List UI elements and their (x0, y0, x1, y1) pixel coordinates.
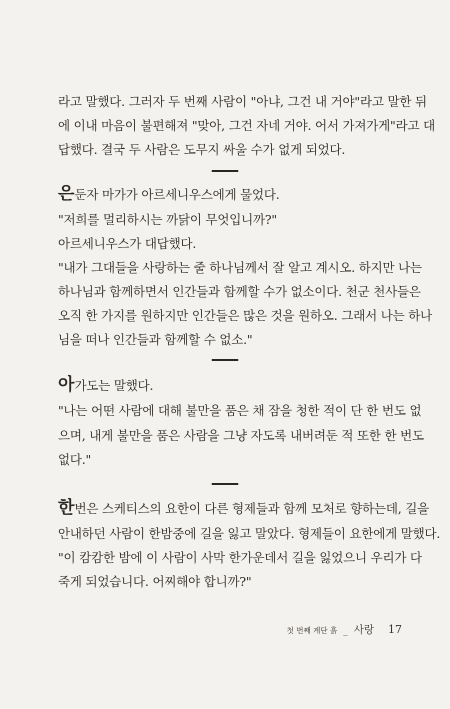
text-line: 답했다. 결국 두 사람은 도무지 싸울 수가 없게 되었다. (58, 142, 346, 157)
text-line: 죽게 되었습니다. 어찌해야 합니까?" (58, 574, 252, 589)
section-divider (208, 170, 242, 172)
footer-separator: _ (343, 626, 348, 636)
text-line: "이 캄캄한 밤에 이 사람이 사막 한가운데서 길을 잃었으니 우리가 다 (58, 550, 422, 565)
section-divider (208, 483, 242, 485)
text-line-rest: 번은 스케티스의 요한이 다른 형제들과 함께 모처로 향하는데, 길을 (74, 501, 430, 516)
drop-cap: 한 (58, 498, 75, 518)
text-line: 님을 떠나 인간들과 함께할 수 없소." (58, 332, 253, 347)
text-line: 으며, 내게 불만을 품은 사람을 그냥 자도록 내버려둔 적 또한 한 번도 (58, 428, 424, 443)
page-footer (287, 622, 402, 637)
paragraph-first-line (58, 186, 400, 203)
running-section-title: 첫 번째 계단 흙 (286, 626, 338, 635)
text-line: "나는 어떤 사람에 대해 불만을 품은 채 잠을 청한 적이 단 한 번도 없 (58, 403, 422, 418)
text-line: "내가 그대들을 사랑하는 줄 하나님께서 잘 알고 계시오. 하지만 나는 (58, 260, 422, 275)
section-divider (208, 359, 242, 361)
text-line: 하나님과 함께하면서 인간들과 함께할 수가 없소이다. 천군 천사들은 (58, 284, 421, 299)
page-number: 17 (388, 623, 402, 636)
text-line-rest: 가도는 말했다. (74, 378, 154, 393)
text-line: 아르세니우스가 대답했다. (58, 236, 197, 251)
text-line: 오직 한 가지를 원하지만 인간들은 많은 것을 원하오. 그래서 나는 하나 (58, 308, 433, 323)
text-line: 라고 말했다. 그러자 두 번째 사람이 "아냐, 그건 내 거야"라고 말한 뒤 (58, 94, 427, 109)
running-topic-title: 사랑 (353, 624, 374, 636)
text-line: 에 이내 마음이 불편해져 "맞아, 그건 자네 거야. 어서 가져가게"라고 대 (58, 118, 436, 133)
paragraph-first-line (58, 377, 400, 394)
text-line: 안내하던 사람이 한밤중에 길을 잃고 말았다. 형제들이 요한에게 말했다. (58, 526, 441, 541)
drop-cap: 아 (58, 375, 75, 395)
text-line: "저희를 멀리하시는 까닭이 무엇입니까?" (58, 212, 277, 227)
text-line-rest: 둔자 마가가 아르세니우스에게 물었다. (74, 187, 280, 202)
paragraph-first-line (58, 498, 430, 518)
drop-cap: 은 (58, 184, 75, 204)
text-line: 없다." (58, 452, 92, 467)
